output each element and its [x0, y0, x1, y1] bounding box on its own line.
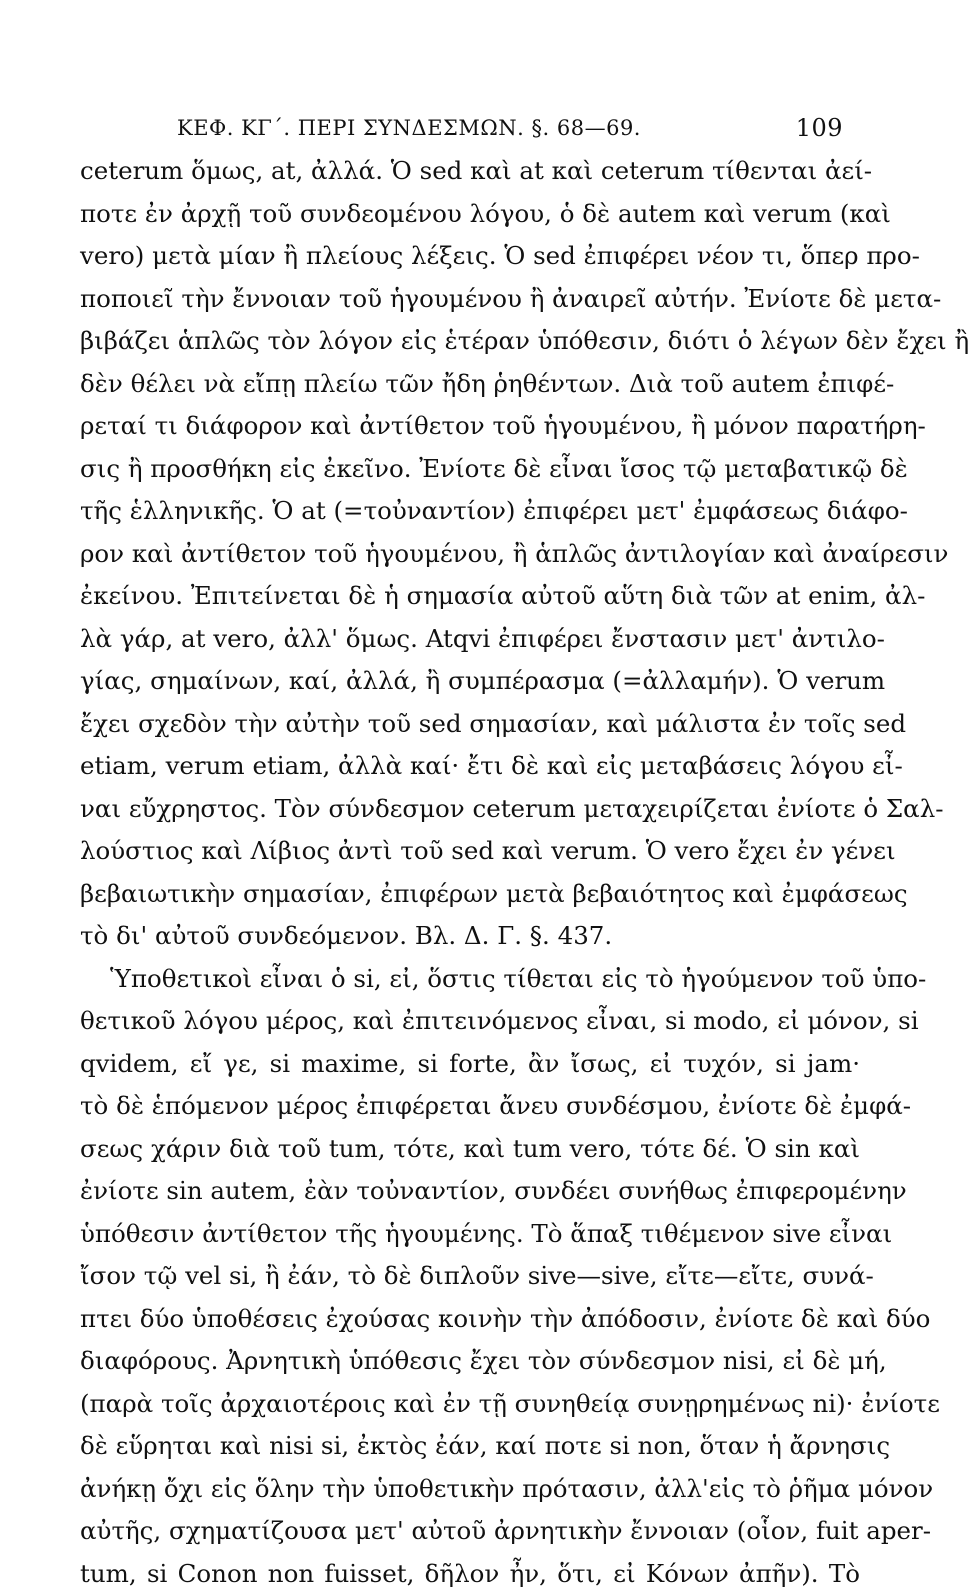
text-line: διαφόρους. Ἀρνητικὴ ὑπόθεσις ἔχει τὸν σύνδεσμον nisi, εἰ δὲ μή, — [80, 1340, 860, 1383]
text-line: etiam, verum etiam, ἀλλὰ καί· ἔτι δὲ καὶ εἰς μεταβάσεις λόγου εἶ- — [80, 745, 860, 788]
text-line: ἴσον τῷ vel si, ἢ ἐάν, τὸ δὲ διπλοῦν sive—sive, εἴτε—εἴτε, συνά- — [80, 1255, 860, 1298]
text-line: Ὑποθετικοὶ εἶναι ὁ si, εἰ, ὅστις τίθεται εἰς τὸ ἡγούμενον τοῦ ὑπο- — [80, 958, 860, 1001]
page-number: 109 — [796, 114, 843, 142]
text-line: ὑπόθεσιν ἀντίθετον τῆς ἡγουμένης. Τὸ ἅπαξ τιθέμενον sive εἶναι — [80, 1213, 860, 1256]
text-line: τὸ δι' αὐτοῦ συνδεόμενον. Βλ. Δ. Γ. §. 437. — [80, 915, 860, 958]
text-line: ἔχει σχεδὸν τὴν αὐτὴν τοῦ sed σημασίαν, καὶ μάλιστα ἐν τοῖς sed — [80, 703, 860, 746]
text-line: λὰ γάρ, at vero, ἀλλ' ὅμως. Atqvi ἐπιφέρει ἔνστασιν μετ' ἀντιλο- — [80, 618, 860, 661]
text-line: ἐκείνου. Ἐπιτείνεται δὲ ἡ σημασία αὐτοῦ αὕτη διὰ τῶν at enim, ἀλ- — [80, 575, 860, 618]
text-line: τῆς ἑλληνικῆς. Ὁ at (=τοὐναντίον) ἐπιφέρει μετ' ἐμφάσεως διάφο- — [80, 490, 860, 533]
text-line: αὐτῆς, σχηματίζουσα μετ' αὐτοῦ ἀρνητικὴν ἔννοιαν (οἷον, fuit aper- — [80, 1510, 860, 1553]
text-line: βεβαιωτικὴν σημασίαν, ἐπιφέρων μετὰ βεβαιότητος καὶ ἐμφάσεως — [80, 873, 860, 916]
paragraph-conjunctions-hypothetical — [80, 958, 860, 1595]
text-line: γίας, σημαίνων, καί, ἀλλά, ἢ συμπέρασμα (=ἀλλαμήν). Ὁ verum — [80, 660, 860, 703]
text-line: τὸ δὲ ἑπόμενον μέρος ἐπιφέρεται ἄνευ συνδέσμου, ἐνίοτε δὲ ἐμφά- — [80, 1085, 860, 1128]
text-line: δὲ εὕρηται καὶ nisi si, ἐκτὸς ἐάν, καί ποτε si non, ὅταν ἡ ἄρνησις — [80, 1425, 860, 1468]
text-line: ceterum ὅμως, at, ἀλλά. Ὁ sed καὶ at καὶ ceterum τίθενται ἀεί- — [80, 150, 860, 193]
text-line: (παρὰ τοῖς ἀρχαιοτέροις καὶ ἐν τῇ συνηθείᾳ συνῃρημένως ni)· ἐνίοτε — [80, 1383, 860, 1426]
text-line: tum, si Conon non fuisset, δῆλον ἦν, ὅτι, εἰ Κόνων ἀπῆν). Τὸ — [80, 1553, 860, 1595]
text-line: qvidem, εἴ γε, si maxime, si forte, ἂν ἴσως, εἰ τυχόν, si jam· — [80, 1043, 860, 1086]
text-line: vero) μετὰ μίαν ἢ πλείους λέξεις. Ὁ sed ἐπιφέρει νέον τι, ὅπερ προ- — [80, 235, 860, 278]
body-text — [80, 150, 860, 1595]
text-line: σεως χάριν διὰ τοῦ tum, τότε, καὶ tum vero, τότε δέ. Ὁ sin καὶ — [80, 1128, 860, 1171]
running-title: ΚΕΦ. ΚΓ΄. ΠΕΡΙ ΣΥΝΔΕΣΜΩΝ. §. 68—69. — [177, 116, 641, 140]
text-line: ρον καὶ ἀντίθετον τοῦ ἡγουμένου, ἢ ἁπλῶς ἀντιλογίαν καὶ ἀναίρεσιν — [80, 533, 860, 576]
text-line: ἀνήκῃ ὄχι εἰς ὅλην τὴν ὑποθετικὴν πρότασιν, ἀλλ'εἰς τὸ ῥῆμα μόνον — [80, 1468, 860, 1511]
text-line: ναι εὔχρηστος. Τὸν σύνδεσμον ceterum μεταχειρίζεται ἐνίοτε ὁ Σαλ- — [80, 788, 860, 831]
text-line: δὲν θέλει νὰ εἴπῃ πλείω τῶν ἤδη ῥηθέντων. Διὰ τοῦ autem ἐπιφέ- — [80, 363, 860, 406]
text-line: σις ἢ προσθήκη εἰς ἐκεῖνο. Ἐνίοτε δὲ εἶναι ἴσος τῷ μεταβατικῷ δὲ — [80, 448, 860, 491]
text-line: λούστιος καὶ Λίβιος ἀντὶ τοῦ sed καὶ verum. Ὁ vero ἔχει ἐν γένει — [80, 830, 860, 873]
text-line: βιβάζει ἁπλῶς τὸν λόγον εἰς ἑτέραν ὑπόθεσιν, διότι ὁ λέγων δὲν ἔχει ἢ — [80, 320, 860, 363]
text-line: πτει δύο ὑποθέσεις ἐχούσας κοινὴν τὴν ἀπόδοσιν, ἐνίοτε δὲ καὶ δύο — [80, 1298, 860, 1341]
text-line: ποποιεῖ τὴν ἔννοιαν τοῦ ἡγουμένου ἢ ἀναιρεῖ αὐτήν. Ἐνίοτε δὲ μετα- — [80, 278, 860, 321]
text-line: θετικοῦ λόγου μέρος, καὶ ἐπιτεινόμενος εἶναι, si modo, εἰ μόνον, si — [80, 1000, 860, 1043]
text-line: ποτε ἐν ἀρχῇ τοῦ συνδεομένου λόγου, ὁ δὲ autem καὶ verum (καὶ — [80, 193, 860, 236]
text-line: ἐνίοτε sin autem, ἐὰν τοὐναντίον, συνδέει συνήθως ἐπιφερομένην — [80, 1170, 860, 1213]
paragraph-conjunctions-adversative — [80, 150, 860, 958]
running-header — [165, 112, 845, 148]
text-line: ρεταί τι διάφορον καὶ ἀντίθετον τοῦ ἡγουμένου, ἢ μόνον παρατήρη- — [80, 405, 860, 448]
